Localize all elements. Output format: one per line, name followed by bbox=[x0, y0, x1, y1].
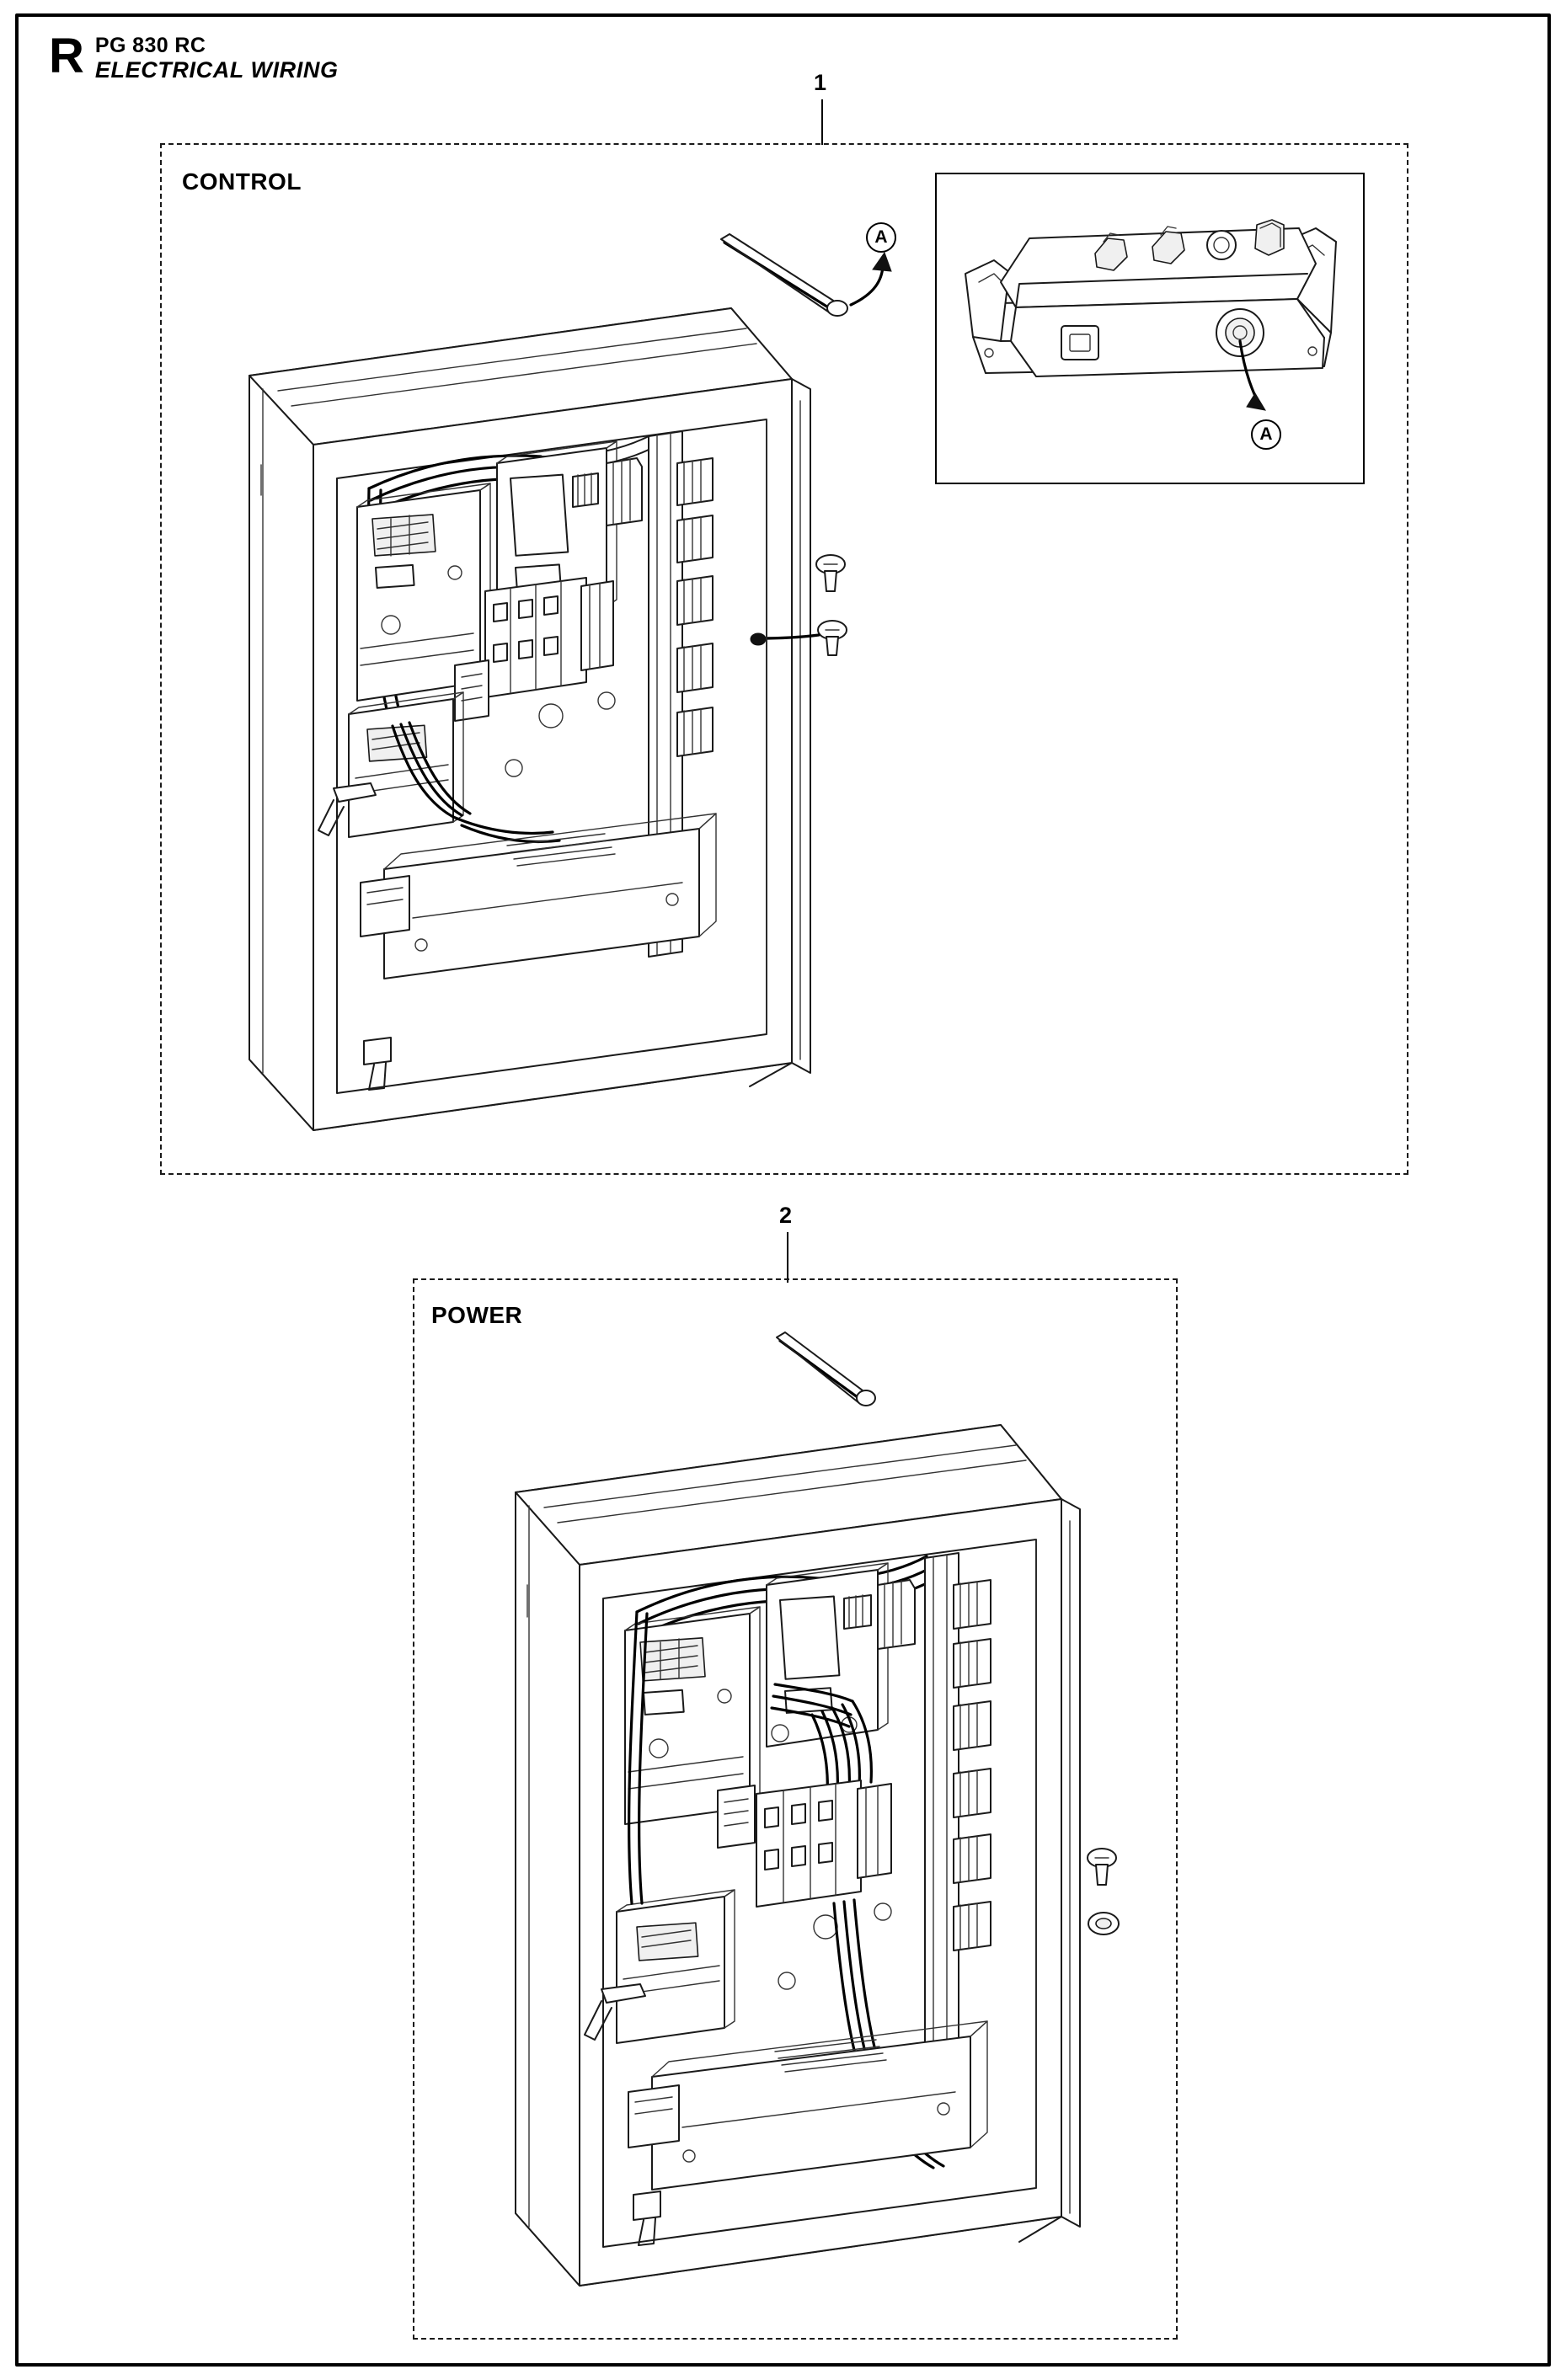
control-section-label: CONTROL bbox=[182, 168, 302, 195]
title-block bbox=[95, 32, 339, 83]
power-section-label: POWER bbox=[431, 1302, 523, 1328]
control-cabinet-artwork bbox=[211, 211, 885, 1145]
page-subtitle: ELECTRICAL WIRING bbox=[94, 57, 339, 83]
page-header bbox=[49, 29, 339, 83]
callout-leader-1 bbox=[821, 99, 823, 145]
callout-number-2: 2 bbox=[779, 1203, 793, 1228]
callout-number-1: 1 bbox=[814, 70, 827, 95]
section-letter: R bbox=[49, 29, 83, 83]
page-title: PG 830 RC bbox=[94, 34, 206, 57]
detail-balloon-a-inset: A bbox=[1251, 419, 1281, 450]
detail-balloon-a-control: A bbox=[866, 222, 896, 253]
callout-leader-2 bbox=[787, 1232, 788, 1283]
power-cabinet-artwork bbox=[472, 1322, 1146, 2316]
detail-inset-artwork bbox=[935, 173, 1365, 484]
